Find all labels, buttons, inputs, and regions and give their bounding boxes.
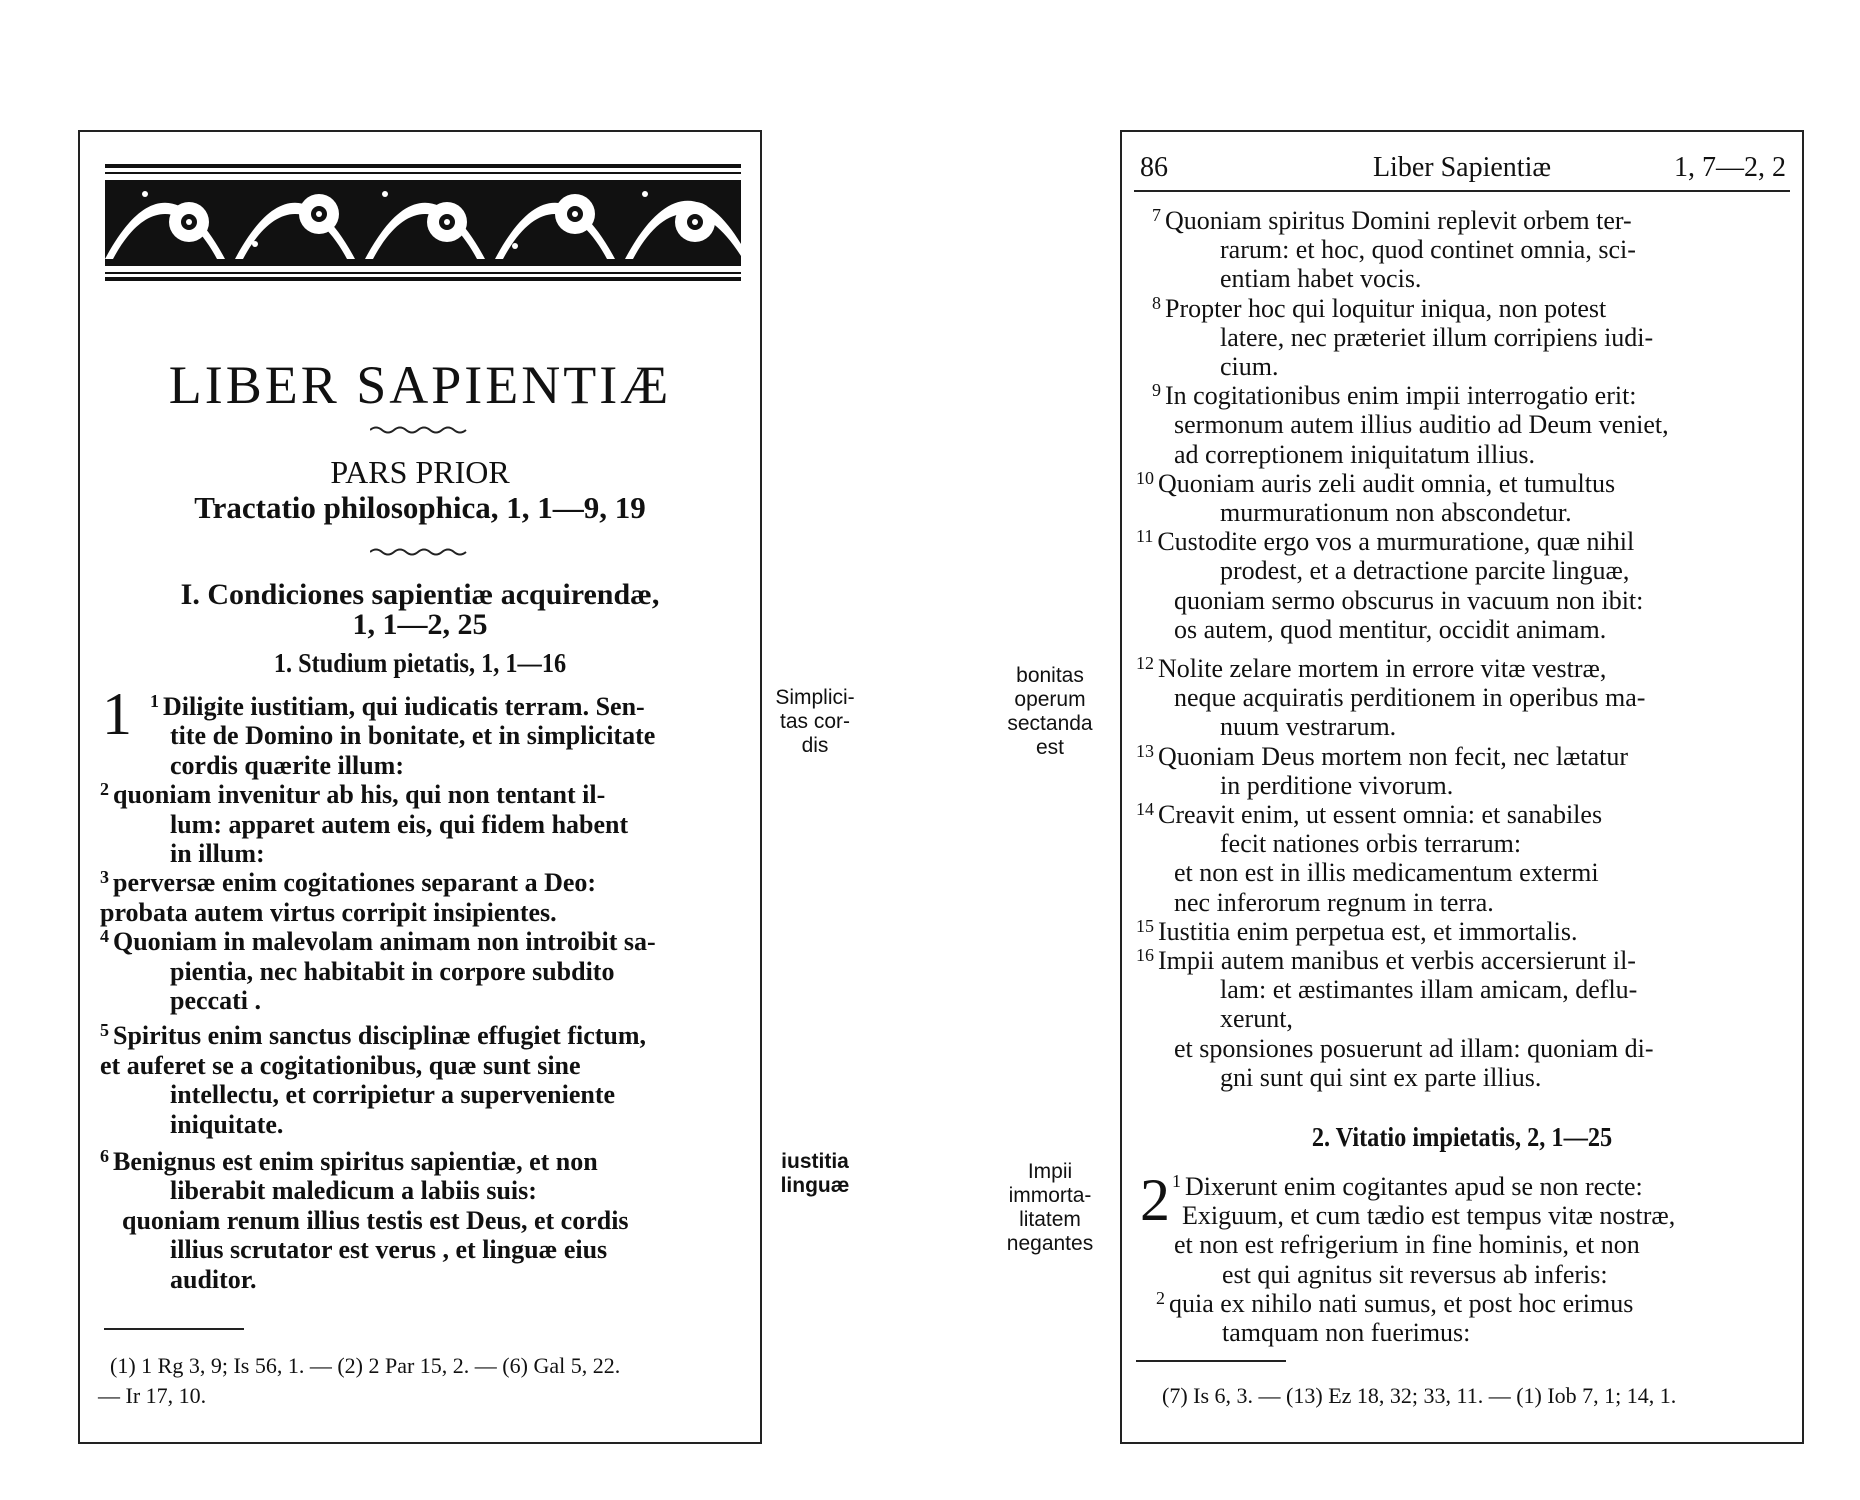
- verse-line-text: Impii autem manibus et verbis accersierunt il-: [1158, 946, 1636, 975]
- verse-line: [170, 839, 265, 868]
- verse-number: 2: [100, 779, 109, 800]
- verse-line: [1220, 975, 1637, 1004]
- verse-line-text: Spiritus enim sanctus disciplinæ effugiet fictum,: [113, 1021, 647, 1051]
- verse-line-text: tamquam non fuerimus:: [1222, 1318, 1471, 1347]
- verse-line-text: probata autem virtus corripit insipientes.: [100, 897, 557, 927]
- verse-line-text: gni sunt qui sint ex parte illius.: [1220, 1062, 1542, 1092]
- verse-line-text: peccati .: [170, 986, 261, 1015]
- verse-number: 3: [100, 867, 109, 888]
- margin-note-text: bonitas operum sectanda est: [1007, 664, 1093, 759]
- verse-line: [100, 1147, 598, 1179]
- subsection-title: 1. Studium pietatis, 1, 1—16: [273, 648, 567, 678]
- left-page: [78, 130, 762, 1444]
- verse-line: [1136, 654, 1606, 686]
- verse-line-text: nec inferorum regnum in terra.: [1174, 887, 1494, 917]
- verse-line-text: prodest, et a detractione parcite linguæ,: [1220, 556, 1630, 586]
- header-rule: [1134, 190, 1790, 192]
- verse-line-text: et non est refrigerium in fine hominis, et non: [1174, 1230, 1640, 1260]
- verse-line: [1220, 771, 1453, 800]
- verse-line-text: Custodite ergo vos a murmuratione, quæ nihil: [1157, 527, 1635, 557]
- verse-line-text: et sponsiones posuerunt ad illam: quoniam di-: [1174, 1033, 1654, 1063]
- verse-line: [170, 721, 655, 750]
- verse-line: [1174, 410, 1669, 439]
- verse-line: [1222, 1318, 1470, 1347]
- verse-line: [170, 1265, 256, 1294]
- verse-line: [1136, 469, 1615, 501]
- footnote-rule: [1136, 1360, 1286, 1362]
- verse-line-text: xerunt,: [1220, 1004, 1293, 1034]
- right-page: [1120, 130, 1804, 1444]
- verse-line-text: Exiguum, et cum tædio est tempus vitæ nostræ,: [1182, 1201, 1676, 1231]
- section-title-line: I. Condiciones sapientiæ acquirendæ,: [180, 578, 660, 611]
- verse-line-text: Quoniam spiritus Domini replevit orbem ter-: [1165, 206, 1632, 235]
- verse-line-text: et non est in illis medicamentum extermi: [1174, 858, 1599, 888]
- verse-line: [1220, 352, 1279, 381]
- book-title: LIBER SAPIENTIÆ: [168, 355, 672, 415]
- verse-line: [170, 986, 261, 1015]
- verse-line: [1174, 586, 1643, 615]
- verse-line-text: quia ex nihilo nati sumus, et post hoc erimus: [1169, 1288, 1634, 1318]
- wave-divider: [370, 424, 470, 434]
- verse-line: [1156, 1289, 1633, 1321]
- verse-line-text: lum: apparet autem eis, qui fidem habent: [170, 809, 629, 839]
- verse-line: [100, 1051, 581, 1080]
- verse-line: [170, 751, 404, 780]
- verse-line: [100, 927, 656, 959]
- verse-line: [150, 692, 645, 724]
- verse-line: [170, 1176, 537, 1205]
- verse-line: [1174, 615, 1606, 644]
- chapter-number: 2: [1140, 1167, 1170, 1233]
- verse-line: [1220, 1063, 1541, 1092]
- verse-line: [100, 868, 596, 900]
- verse-line-text: murmurationum non abscondetur.: [1220, 498, 1572, 527]
- verse-line-text: Quoniam in malevolam animam non introibit sa-: [113, 927, 656, 957]
- verse-line: [1220, 712, 1396, 741]
- verse-line-text: illius scrutator est verus , et linguæ eius: [170, 1235, 608, 1265]
- verse-line: [1220, 1004, 1293, 1033]
- verse-line: [1182, 1201, 1675, 1230]
- verse-line: [1136, 946, 1636, 978]
- verse-line: [170, 810, 628, 839]
- verse-line: [1222, 1260, 1608, 1289]
- verse-number: 2: [1156, 1287, 1165, 1308]
- margin-note: [760, 686, 870, 758]
- verse-line-text: est qui agnitus sit reversus ab inferis:: [1222, 1259, 1608, 1289]
- verse-line: [1136, 742, 1628, 774]
- verse-line-text: rarum: et hoc, quod continet omnia, sci-: [1220, 235, 1636, 265]
- margin-note-text: Impii immorta- litatem negantes: [1006, 1160, 1094, 1255]
- verse-line-text: intellectu, et corripietur a superveniente: [170, 1080, 616, 1110]
- verse-line-text: perversæ enim cogitationes separant a Deo:: [113, 868, 597, 898]
- footnote-rule: [104, 1328, 244, 1330]
- verse-line: [1174, 888, 1494, 917]
- verse-line-text: cordis quærite illum:: [170, 750, 404, 780]
- verse-number: 4: [100, 926, 109, 947]
- verse-line: [1152, 381, 1637, 413]
- verse-line-text: Benignus est enim spiritus sapientiæ, et non: [113, 1147, 598, 1176]
- verse-line-text: nuum vestrarum.: [1220, 712, 1397, 742]
- verse-line-text: os autem, quod mentitur, occidit animam.: [1174, 614, 1607, 644]
- verse-line: [1136, 800, 1602, 832]
- verse-line: [1152, 206, 1632, 238]
- verse-number: 16: [1136, 945, 1154, 965]
- verse-line-text: Propter hoc qui loquitur iniqua, non potest: [1165, 293, 1607, 323]
- verse-line: [1174, 440, 1535, 469]
- chapter-reference: 1, 7—2, 2: [1674, 152, 1786, 183]
- verse-line: [1220, 556, 1629, 585]
- verse-line: [170, 1080, 615, 1109]
- verse-number: 11: [1136, 526, 1154, 547]
- footnote-line: — Ir 17, 10.: [98, 1383, 207, 1408]
- verse-line: [1174, 858, 1599, 887]
- verse-line-text: et auferet se a cogitationibus, quæ sunt sine: [100, 1050, 581, 1080]
- verse-line: [122, 1206, 629, 1235]
- verse-line-text: Nolite zelare mortem in errore vitæ vestræ,: [1158, 654, 1607, 683]
- margin-note: [995, 1160, 1105, 1256]
- chapter-number: 1: [102, 681, 132, 747]
- verse-line: [170, 1235, 607, 1264]
- verse-number: 9: [1152, 380, 1161, 401]
- wave-divider: [370, 546, 470, 556]
- verse-line-text: iniquitate.: [170, 1109, 284, 1139]
- verse-number: 7: [1152, 205, 1161, 225]
- verse-line-text: In cogitationibus enim impii interrogatio erit:: [1165, 381, 1637, 411]
- verse-line-text: in illum:: [170, 839, 265, 868]
- verse-number: 5: [100, 1020, 109, 1041]
- verse-number: 8: [1152, 292, 1161, 313]
- verse-line-text: Creavit enim, ut essent omnia: et sanabiles: [1158, 800, 1603, 829]
- margin-note: [995, 664, 1105, 760]
- verse-line-text: pientia, nec habitabit in corpore subdito: [170, 956, 615, 986]
- verse-line: [1136, 917, 1578, 949]
- verse-line: [100, 780, 605, 812]
- verse-number: 14: [1136, 799, 1154, 819]
- section-title: [80, 580, 760, 640]
- margin-note: [760, 1150, 870, 1198]
- verse-line-text: quoniam sermo obscurus in vacuum non ibit:: [1174, 585, 1644, 615]
- verse-line: [170, 1110, 283, 1139]
- footnote-line: (1) 1 Rg 3, 9; Is 56, 1. — (2) 2 Par 15, 2. — (6) Gal 5, 22.: [110, 1353, 621, 1378]
- verse-line: [1220, 829, 1521, 858]
- verse-number: 1: [150, 691, 159, 711]
- verse-line: [100, 898, 557, 927]
- verse-number: 12: [1136, 653, 1154, 673]
- verse-line: [1220, 264, 1421, 293]
- verse-line: [1220, 235, 1636, 264]
- verse-line-text: latere, nec præteriet illum corripiens iudi-: [1220, 322, 1654, 352]
- verse-line-text: quoniam renum illius testis est Deus, et cordis: [122, 1205, 629, 1235]
- part-title: PARS PRIOR: [330, 454, 510, 490]
- floral-ornament-band: [105, 164, 741, 282]
- verse-number: 1: [1172, 1171, 1181, 1191]
- verse-line-text: Dixerunt enim cogitantes apud se non recte:: [1185, 1172, 1643, 1201]
- margin-note-text: Simplici- tas cor- dis: [775, 686, 855, 757]
- footnote-line: (7) Is 6, 3. — (13) Ez 18, 32; 33, 11. — (1) Iob 7, 1; 14, 1.: [1162, 1383, 1677, 1408]
- verse-line: [1174, 683, 1645, 712]
- verse-line: [1174, 1034, 1654, 1063]
- page-number: 86: [1140, 152, 1168, 183]
- margin-note-text: iustitia linguæ: [780, 1150, 850, 1197]
- verse-line-text: Iustitia enim perpetua est, et immortalis.: [1158, 916, 1578, 946]
- verse-line-text: liberabit maledicum a labiis suis:: [170, 1176, 537, 1206]
- verse-line: [170, 957, 614, 986]
- verse-number: 13: [1136, 740, 1154, 761]
- verse-line: [1172, 1172, 1643, 1204]
- verse-number: 6: [100, 1146, 109, 1166]
- verse-line: [1174, 1230, 1640, 1259]
- verse-line-text: tite de Domino in bonitate, et in simplicitate: [170, 721, 656, 751]
- verse-line-text: Diligite iustitiam, qui iudicatis terram. Sen-: [163, 692, 645, 721]
- verse-line: [1220, 323, 1653, 352]
- verse-line: [1136, 527, 1634, 559]
- section-title-range: 1, 1—2, 25: [352, 608, 488, 641]
- verse-line: [1220, 498, 1572, 527]
- subsection-title: 2. Vitatio impietatis, 2, 1—25: [1311, 1122, 1613, 1152]
- verse-line: [1152, 294, 1606, 326]
- verse-line-text: Quoniam Deus mortem non fecit, nec lætatur: [1158, 741, 1629, 771]
- verse-line-text: entiam habet vocis.: [1220, 264, 1422, 294]
- verse-line-text: cium.: [1220, 352, 1279, 381]
- verse-line-text: lam: et æstimantes illam amicam, deflu-: [1220, 975, 1638, 1005]
- verse-line-text: neque acquiratis perditionem in operibus ma-: [1174, 683, 1646, 713]
- verse-line-text: auditor.: [170, 1264, 257, 1294]
- verse-line-text: quoniam invenitur ab his, qui non tentant il-: [113, 780, 606, 810]
- verse-line-text: fecit nationes orbis terrarum:: [1220, 829, 1522, 859]
- verse-line: [100, 1021, 646, 1053]
- verse-line-text: in perditione vivorum.: [1220, 770, 1454, 800]
- verse-line-text: Quoniam auris zeli audit omnia, et tumultus: [1158, 468, 1616, 498]
- verse-line-text: sermonum autem illius auditio ad Deum veniet,: [1174, 410, 1669, 440]
- verse-line-text: ad correptionem iniquitatum illius.: [1174, 439, 1536, 469]
- running-title: Liber Sapientiæ: [1372, 152, 1552, 183]
- verse-number: 15: [1136, 915, 1154, 936]
- verse-number: 10: [1136, 467, 1154, 488]
- part-subtitle: Tractatio philosophica, 1, 1—9, 19: [194, 490, 646, 525]
